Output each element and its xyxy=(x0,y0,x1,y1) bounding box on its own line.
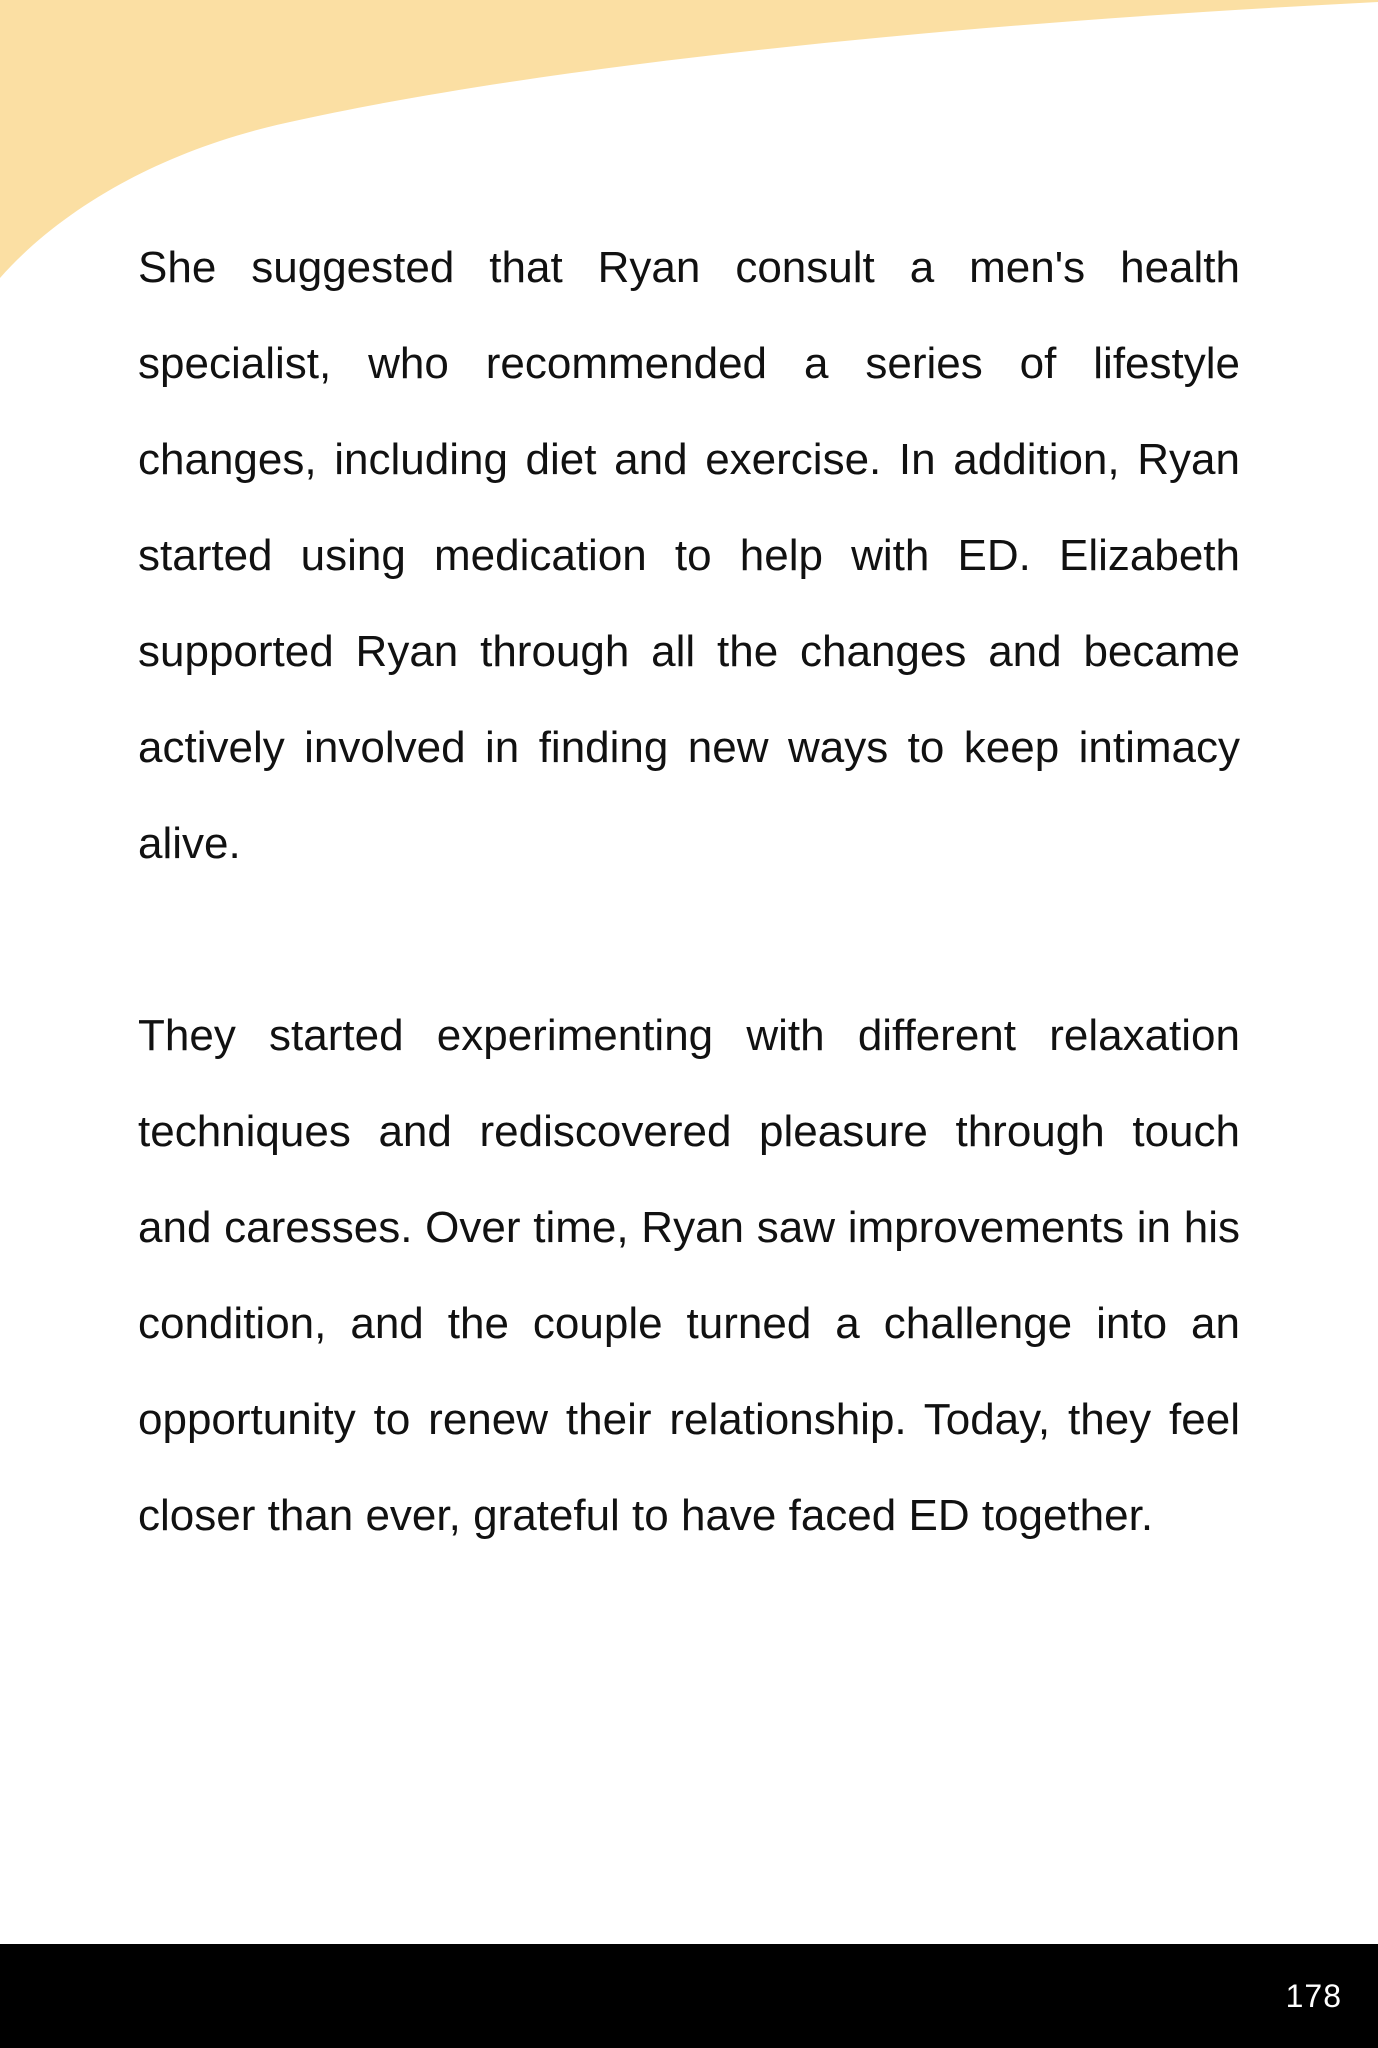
footer-bar xyxy=(0,1944,1378,2048)
paragraph-1: She suggested that Ryan consult a men's health specialist, who recommended a series of lifestyle changes, including diet and exercise. In addition, Ryan started using medication to help with ED. Elizabeth supported Ryan through all the changes and became actively involved in finding new ways to keep intimacy alive. xyxy=(138,243,1240,868)
page-body xyxy=(138,220,1240,1564)
page-number: 178 xyxy=(1285,1978,1342,2014)
paragraph-2: They started experimenting with different relaxation techniques and rediscovered pleasure through touch and caresses. Over time, Ryan saw improvements in his condition, and the couple turned a challenge into an opportunity to renew their relationship. Today, they feel closer than ever, grateful to have faced ED together. xyxy=(138,1011,1240,1540)
